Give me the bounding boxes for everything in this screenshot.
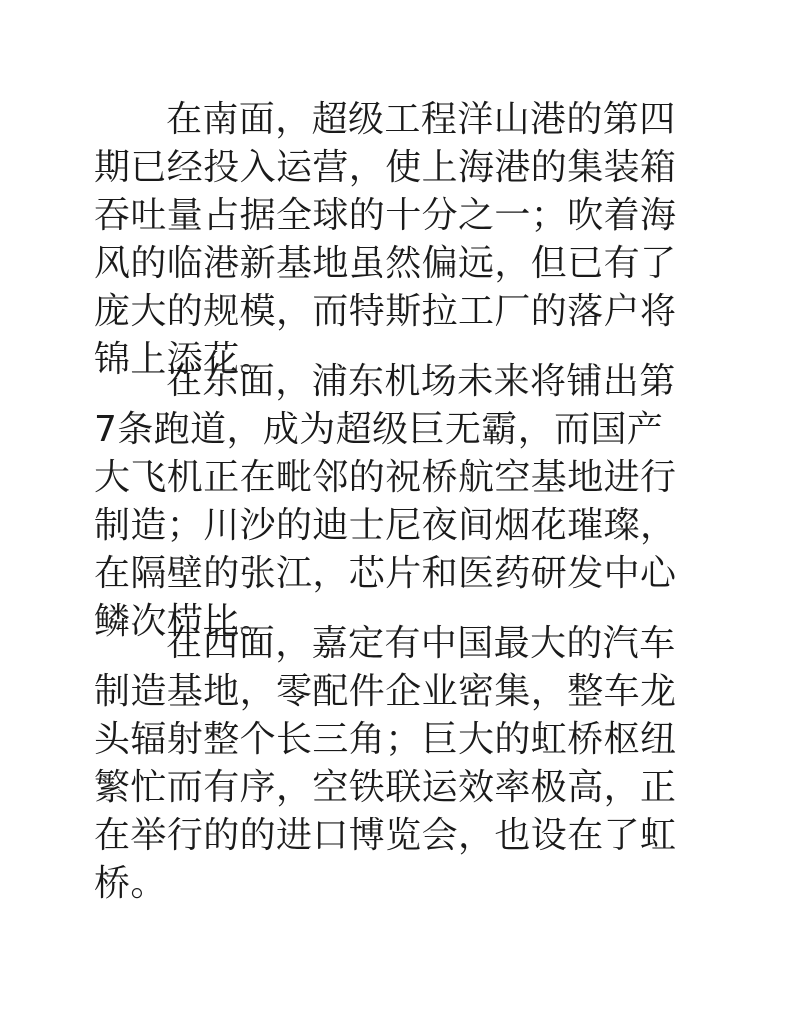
paragraph-west: 在西面，嘉定有中国最大的汽车制造基地，零配件企业密集，整车龙头辐射整个长三角；巨大的虹桥枢纽繁忙而有序，空铁联运效率极高，正在举行的的进口博览会，也设在了虹桥。: [94, 623, 677, 904]
paragraph-east: 在东面，浦东机场未来将铺出第7条跑道，成为超级巨无霸，而国产大飞机正在毗邻的祝桥航空基地进行制造；川沙的迪士尼夜间烟花璀璨，在隔壁的张江，芯片和医药研发中心鳞次栉比。: [94, 361, 677, 642]
paragraph-south: 在南面，超级工程洋山港的第四期已经投入运营，使上海港的集装箱吞吐量占据全球的十分之一；吹着海风的临港新基地虽然偏远，但已有了庞大的规模，而特斯拉工厂的落户将锦上添花。: [94, 99, 677, 380]
